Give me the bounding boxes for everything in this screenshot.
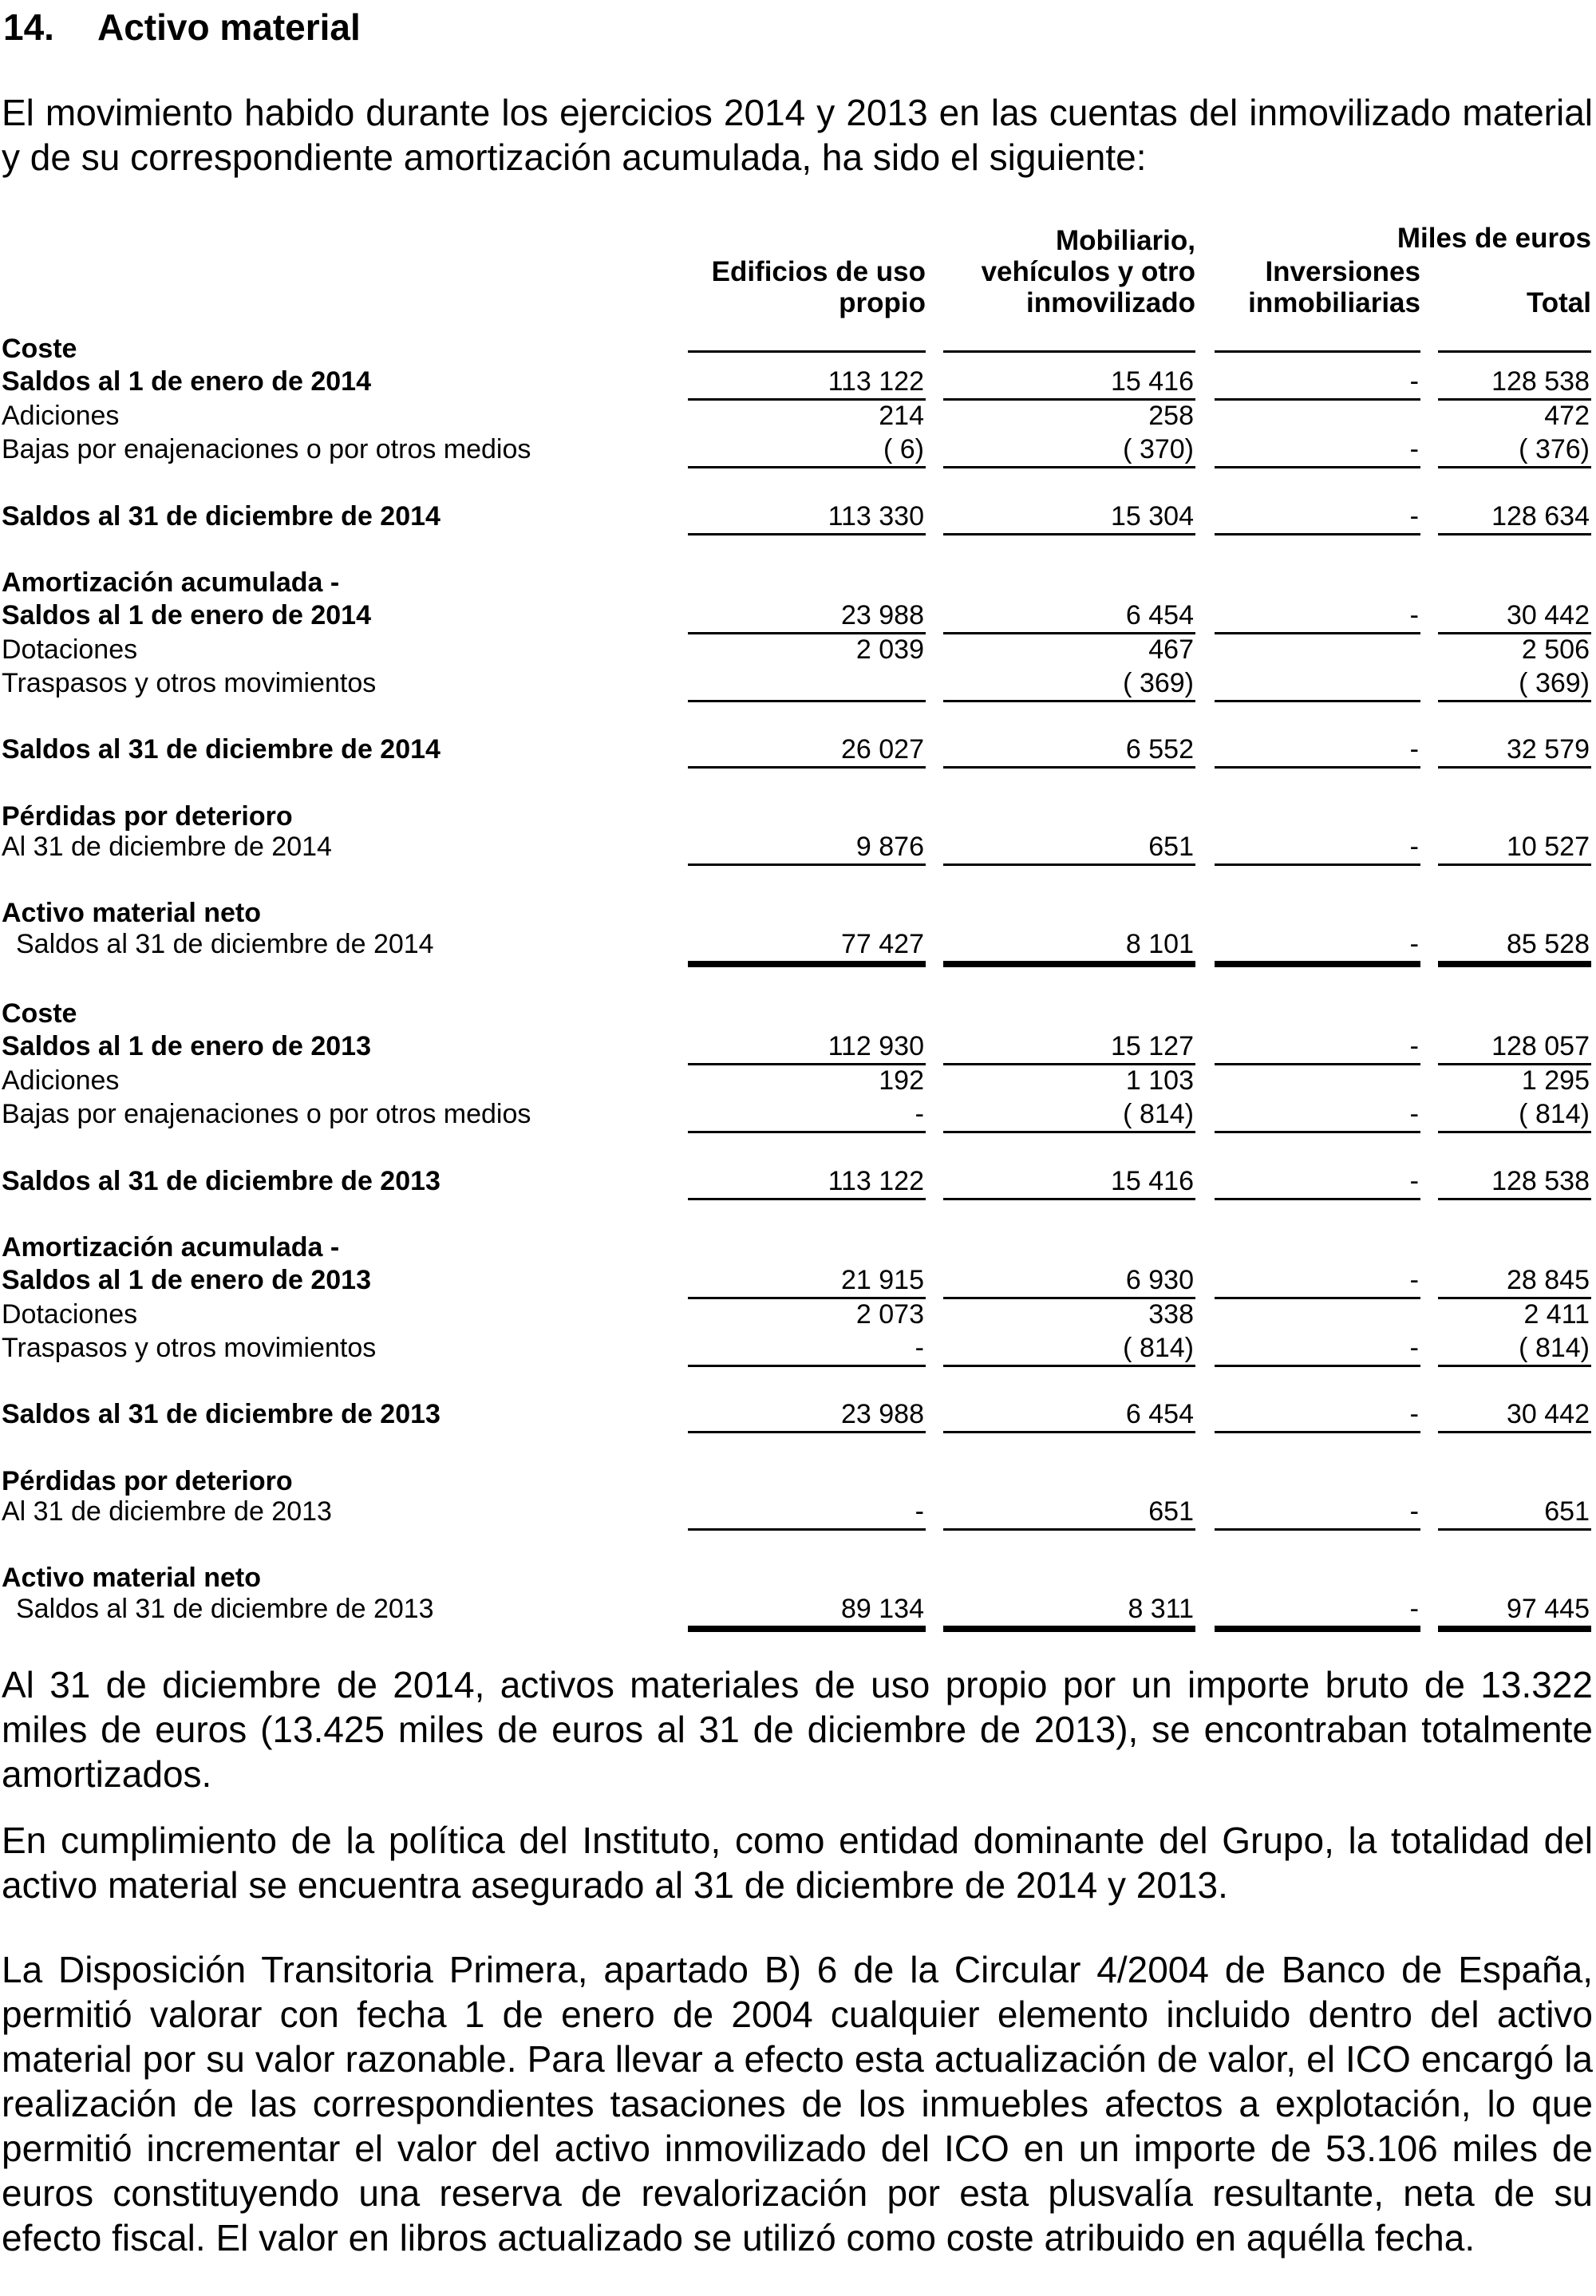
cell-underline (1438, 1198, 1591, 1200)
row-label-saldo-fin-amort-2014: Saldos al 31 de diciembre de 2014 (2, 734, 440, 765)
cell-saldo-neto-2013-mobiliario: 8 311 (1128, 1594, 1194, 1624)
cell-traspasos-2014-mobiliario: ( 369) (1123, 668, 1194, 698)
total-double-rule (943, 1626, 1195, 1632)
row-label-bajas-2014: Bajas por enajenaciones o por otros medios (2, 434, 531, 464)
cell-traspasos-2013-mobiliario: ( 814) (1123, 1333, 1194, 1363)
row-label-bajas-2013: Bajas por enajenaciones o por otros medios (2, 1099, 531, 1129)
section-number: 14. (3, 6, 54, 48)
cell-underline (1438, 700, 1591, 702)
row-label-saldo-fin-coste-2014: Saldos al 31 de diciembre de 2014 (2, 501, 440, 532)
cell-traspasos-2013-edificios: - (915, 1333, 924, 1363)
cell-underline (1215, 632, 1420, 634)
cell-dotaciones-2013-mobiliario: 338 (1148, 1299, 1194, 1330)
row-label-traspasos-2013: Traspasos y otros movimientos (2, 1333, 377, 1363)
row-label-adiciones-2013: Adiciones (2, 1065, 120, 1096)
cell-deterioro-al-2014-inversiones: - (1409, 832, 1419, 862)
cell-saldo-neto-2013-total: 97 445 (1507, 1594, 1590, 1624)
cell-underline (688, 1131, 926, 1133)
cell-bajas-2014-mobiliario: ( 370) (1123, 434, 1194, 464)
cell-deterioro-al-2013-edificios: - (915, 1496, 924, 1527)
cell-underline (1438, 1365, 1591, 1367)
cell-underline (1215, 1198, 1420, 1200)
cell-bajas-2013-edificios: - (915, 1099, 924, 1129)
cell-saldo-ini-amort-2014-edificios: 23 988 (841, 600, 924, 630)
cell-saldo-ini-coste-2013-inversiones: - (1409, 1031, 1419, 1061)
cell-saldo-ini-coste-2014-inversiones: - (1409, 366, 1419, 397)
cell-underline (1215, 1528, 1420, 1531)
column-header-edificios: Edificios de uso propio (711, 256, 926, 318)
total-double-rule (1215, 961, 1420, 967)
column-header-inversiones: Inversiones inmobiliarias (1248, 256, 1420, 318)
total-double-rule (1438, 1626, 1591, 1632)
cell-saldo-ini-amort-2014-inversiones: - (1409, 600, 1419, 630)
intro-paragraph: El movimiento habido durante los ejercicios 2014 y 2013 en las cuentas del inmovilizado material y de su correspondiente amortización acumulada, ha sido el siguiente: (2, 92, 1593, 178)
cell-saldo-fin-coste-2014-total: 128 634 (1491, 501, 1590, 532)
cell-saldo-ini-coste-2013-mobiliario: 15 127 (1111, 1031, 1194, 1061)
cell-dotaciones-2014-mobiliario: 467 (1148, 634, 1194, 665)
cell-underline (1215, 766, 1420, 769)
column-header-total: Total (1526, 287, 1591, 318)
cell-underline (943, 1198, 1195, 1200)
cell-underline (943, 700, 1195, 702)
row-label-saldo-ini-amort-2014: Saldos al 1 de enero de 2014 (2, 600, 372, 630)
total-double-rule (1215, 1626, 1420, 1632)
cell-saldo-ini-amort-2013-mobiliario: 6 930 (1125, 1265, 1194, 1295)
cell-underline (1215, 1063, 1420, 1065)
row-label-saldo-ini-coste-2013: Saldos al 1 de enero de 2013 (2, 1031, 372, 1061)
cell-underline (943, 466, 1195, 468)
cell-saldo-fin-coste-2013-total: 128 538 (1491, 1166, 1590, 1196)
header-underline (1215, 350, 1420, 353)
fixed-assets-table (0, 215, 1596, 1644)
table-unit: Miles de euros (1396, 223, 1591, 254)
cell-saldo-ini-amort-2014-total: 30 442 (1507, 600, 1590, 630)
column-header-mobiliario: Mobiliario, vehículos y otro inmovilizado (981, 225, 1195, 318)
cell-saldo-fin-coste-2014-inversiones: - (1409, 501, 1419, 532)
cell-dotaciones-2013-edificios: 2 073 (855, 1299, 924, 1330)
cell-underline (688, 700, 926, 702)
row-label-amort-2014: Amortización acumulada - (2, 567, 340, 598)
cell-deterioro-al-2014-mobiliario: 651 (1148, 832, 1194, 862)
row-label-coste-2013: Coste (2, 998, 77, 1029)
cell-deterioro-al-2014-edificios: 9 876 (855, 832, 924, 862)
cell-underline (1438, 1131, 1591, 1133)
cell-underline (943, 1131, 1195, 1133)
row-label-deterioro-al-2013: Al 31 de diciembre de 2013 (2, 1496, 332, 1527)
cell-saldo-fin-amort-2014-total: 32 579 (1507, 734, 1590, 765)
cell-underline (688, 1365, 926, 1367)
cell-deterioro-al-2013-mobiliario: 651 (1148, 1496, 1194, 1527)
cell-underline (688, 1528, 926, 1531)
cell-deterioro-al-2013-total: 651 (1544, 1496, 1590, 1527)
cell-bajas-2014-edificios: ( 6) (883, 434, 924, 464)
cell-saldo-ini-coste-2014-mobiliario: 15 416 (1111, 366, 1194, 397)
cell-underline (1215, 700, 1420, 702)
cell-adiciones-2013-total: 1 295 (1521, 1065, 1590, 1096)
cell-underline (688, 863, 926, 866)
cell-saldo-fin-coste-2014-mobiliario: 15 304 (1111, 501, 1194, 532)
row-label-saldo-ini-amort-2013: Saldos al 1 de enero de 2013 (2, 1265, 372, 1295)
cell-dotaciones-2013-total: 2 411 (1523, 1299, 1590, 1330)
cell-underline (688, 766, 926, 769)
cell-underline (943, 533, 1195, 535)
cell-saldo-fin-coste-2013-edificios: 113 122 (828, 1166, 924, 1196)
cell-saldo-ini-coste-2014-edificios: 113 122 (828, 366, 924, 397)
cell-saldo-neto-2014-edificios: 77 427 (841, 929, 924, 959)
total-double-rule (688, 961, 926, 967)
cell-saldo-ini-amort-2013-total: 28 845 (1507, 1265, 1590, 1295)
row-label-neto-2014: Activo material neto (2, 898, 261, 928)
cell-underline (1438, 1528, 1591, 1531)
cell-bajas-2013-inversiones: - (1409, 1099, 1419, 1129)
cell-underline (1438, 533, 1591, 535)
row-label-dotaciones-2013: Dotaciones (2, 1299, 138, 1330)
row-label-saldo-neto-2014: Saldos al 31 de diciembre de 2014 (16, 929, 434, 959)
cell-underline (688, 1198, 926, 1200)
cell-bajas-2013-mobiliario: ( 814) (1123, 1099, 1194, 1129)
section-heading (3, 3, 361, 51)
cell-saldo-fin-coste-2013-mobiliario: 15 416 (1111, 1166, 1194, 1196)
cell-bajas-2013-total: ( 814) (1519, 1099, 1590, 1129)
row-label-coste-2014: Coste (2, 334, 77, 364)
cell-saldo-fin-amort-2014-mobiliario: 6 552 (1125, 734, 1194, 765)
cell-adiciones-2014-mobiliario: 258 (1148, 401, 1194, 431)
cell-saldo-ini-coste-2014-total: 128 538 (1491, 366, 1590, 397)
row-label-deterioro-2013: Pérdidas por deterioro (2, 1466, 293, 1496)
cell-dotaciones-2014-total: 2 506 (1521, 634, 1590, 665)
cell-underline (1215, 1365, 1420, 1367)
cell-saldo-neto-2014-mobiliario: 8 101 (1125, 929, 1194, 959)
cell-bajas-2014-total: ( 376) (1519, 434, 1590, 464)
row-label-saldo-fin-coste-2013: Saldos al 31 de diciembre de 2013 (2, 1166, 440, 1196)
row-label-saldo-ini-coste-2014: Saldos al 1 de enero de 2014 (2, 366, 372, 397)
cell-saldo-ini-coste-2013-total: 128 057 (1491, 1031, 1590, 1061)
cell-saldo-fin-amort-2013-mobiliario: 6 454 (1125, 1399, 1194, 1429)
cell-saldo-fin-amort-2013-edificios: 23 988 (841, 1399, 924, 1429)
cell-saldo-neto-2013-edificios: 89 134 (841, 1594, 924, 1624)
cell-underline (1438, 1431, 1591, 1433)
total-double-rule (943, 961, 1195, 967)
cell-saldo-neto-2014-total: 85 528 (1507, 929, 1590, 959)
row-label-dotaciones-2014: Dotaciones (2, 634, 138, 665)
cell-bajas-2014-inversiones: - (1409, 434, 1419, 464)
cell-underline (943, 863, 1195, 866)
cell-underline (1215, 466, 1420, 468)
cell-traspasos-2013-inversiones: - (1409, 1333, 1419, 1363)
header-underline (688, 350, 926, 353)
cell-saldo-fin-amort-2013-total: 30 442 (1507, 1399, 1590, 1429)
cell-underline (1215, 863, 1420, 866)
row-label-saldo-fin-amort-2013: Saldos al 31 de diciembre de 2013 (2, 1399, 440, 1429)
cell-saldo-ini-amort-2014-mobiliario: 6 454 (1125, 600, 1194, 630)
paragraph-insurance: En cumplimiento de la política del Instituto, como entidad dominante del Grupo, la totalidad del activo material se encuentra asegurado al 31 de diciembre de 2014 y 2013. (2, 1820, 1593, 1906)
cell-deterioro-al-2014-total: 10 527 (1507, 832, 1590, 862)
paragraph-fully-amortized: Al 31 de diciembre de 2014, activos materiales de uso propio por un importe bruto de 13.322 miles de euros (13.425 miles de euros al 31 de diciembre de 2013), se encontraban totalmente amortizados. (2, 1664, 1593, 1795)
cell-underline (1215, 533, 1420, 535)
cell-saldo-fin-amort-2014-inversiones: - (1409, 734, 1419, 765)
header-underline (1438, 350, 1591, 353)
cell-underline (943, 766, 1195, 769)
paragraph-revaluation: La Disposición Transitoria Primera, apartado B) 6 de la Circular 4/2004 de Banco de España, permitió valorar con fecha 1 de enero de 2004 cualquier elemento incluido dentro del activo material por su valor razonable. Para llevar a efecto esta actualización de valor, el ICO encargó la realización de las correspondientes tasaciones de los inmuebles afectos a explotación, lo que permitió incrementar el valor del activo inmovilizado del ICO en un importe de 53.106 miles de euros constituyendo una reserva de revalorización por esta plusvalía resultante, neta de su efecto fiscal. El valor en libros actualizado se utilizó como coste atribuido en aquélla fecha. (2, 1949, 1593, 2258)
row-label-amort-2013: Amortización acumulada - (2, 1232, 340, 1263)
cell-underline (1215, 398, 1420, 401)
cell-underline (943, 1365, 1195, 1367)
cell-underline (1215, 1297, 1420, 1299)
total-double-rule (688, 1626, 926, 1632)
cell-saldo-ini-coste-2013-edificios: 112 930 (828, 1031, 924, 1061)
cell-underline (943, 1431, 1195, 1433)
cell-saldo-fin-coste-2014-edificios: 113 330 (828, 501, 924, 532)
cell-underline (1215, 1131, 1420, 1133)
cell-adiciones-2013-edificios: 192 (879, 1065, 924, 1096)
cell-adiciones-2013-mobiliario: 1 103 (1125, 1065, 1194, 1096)
cell-underline (688, 466, 926, 468)
cell-saldo-fin-amort-2013-inversiones: - (1409, 1399, 1419, 1429)
cell-underline (1438, 766, 1591, 769)
row-label-neto-2013: Activo material neto (2, 1563, 261, 1593)
cell-traspasos-2013-total: ( 814) (1519, 1333, 1590, 1363)
row-label-saldo-neto-2013: Saldos al 31 de diciembre de 2013 (16, 1594, 434, 1624)
cell-saldo-fin-amort-2014-edificios: 26 027 (841, 734, 924, 765)
header-underline (943, 350, 1195, 353)
cell-dotaciones-2014-edificios: 2 039 (855, 634, 924, 665)
cell-underline (688, 533, 926, 535)
cell-adiciones-2014-total: 472 (1544, 401, 1590, 431)
cell-underline (943, 1528, 1195, 1531)
cell-saldo-ini-amort-2013-edificios: 21 915 (841, 1265, 924, 1295)
cell-traspasos-2014-total: ( 369) (1519, 668, 1590, 698)
row-label-deterioro-al-2014: Al 31 de diciembre de 2014 (2, 832, 332, 862)
cell-underline (688, 1431, 926, 1433)
row-label-adiciones-2014: Adiciones (2, 401, 120, 431)
cell-underline (1215, 1431, 1420, 1433)
cell-deterioro-al-2013-inversiones: - (1409, 1496, 1419, 1527)
cell-underline (1438, 863, 1591, 866)
row-label-deterioro-2014: Pérdidas por deterioro (2, 801, 293, 832)
cell-saldo-neto-2014-inversiones: - (1409, 929, 1419, 959)
total-double-rule (1438, 961, 1591, 967)
cell-adiciones-2014-edificios: 214 (879, 401, 924, 431)
cell-saldo-fin-coste-2013-inversiones: - (1409, 1166, 1419, 1196)
section-title: Activo material (97, 6, 361, 48)
cell-saldo-neto-2013-inversiones: - (1409, 1594, 1419, 1624)
cell-saldo-ini-amort-2013-inversiones: - (1409, 1265, 1419, 1295)
cell-underline (1438, 466, 1591, 468)
row-label-traspasos-2014: Traspasos y otros movimientos (2, 668, 377, 698)
